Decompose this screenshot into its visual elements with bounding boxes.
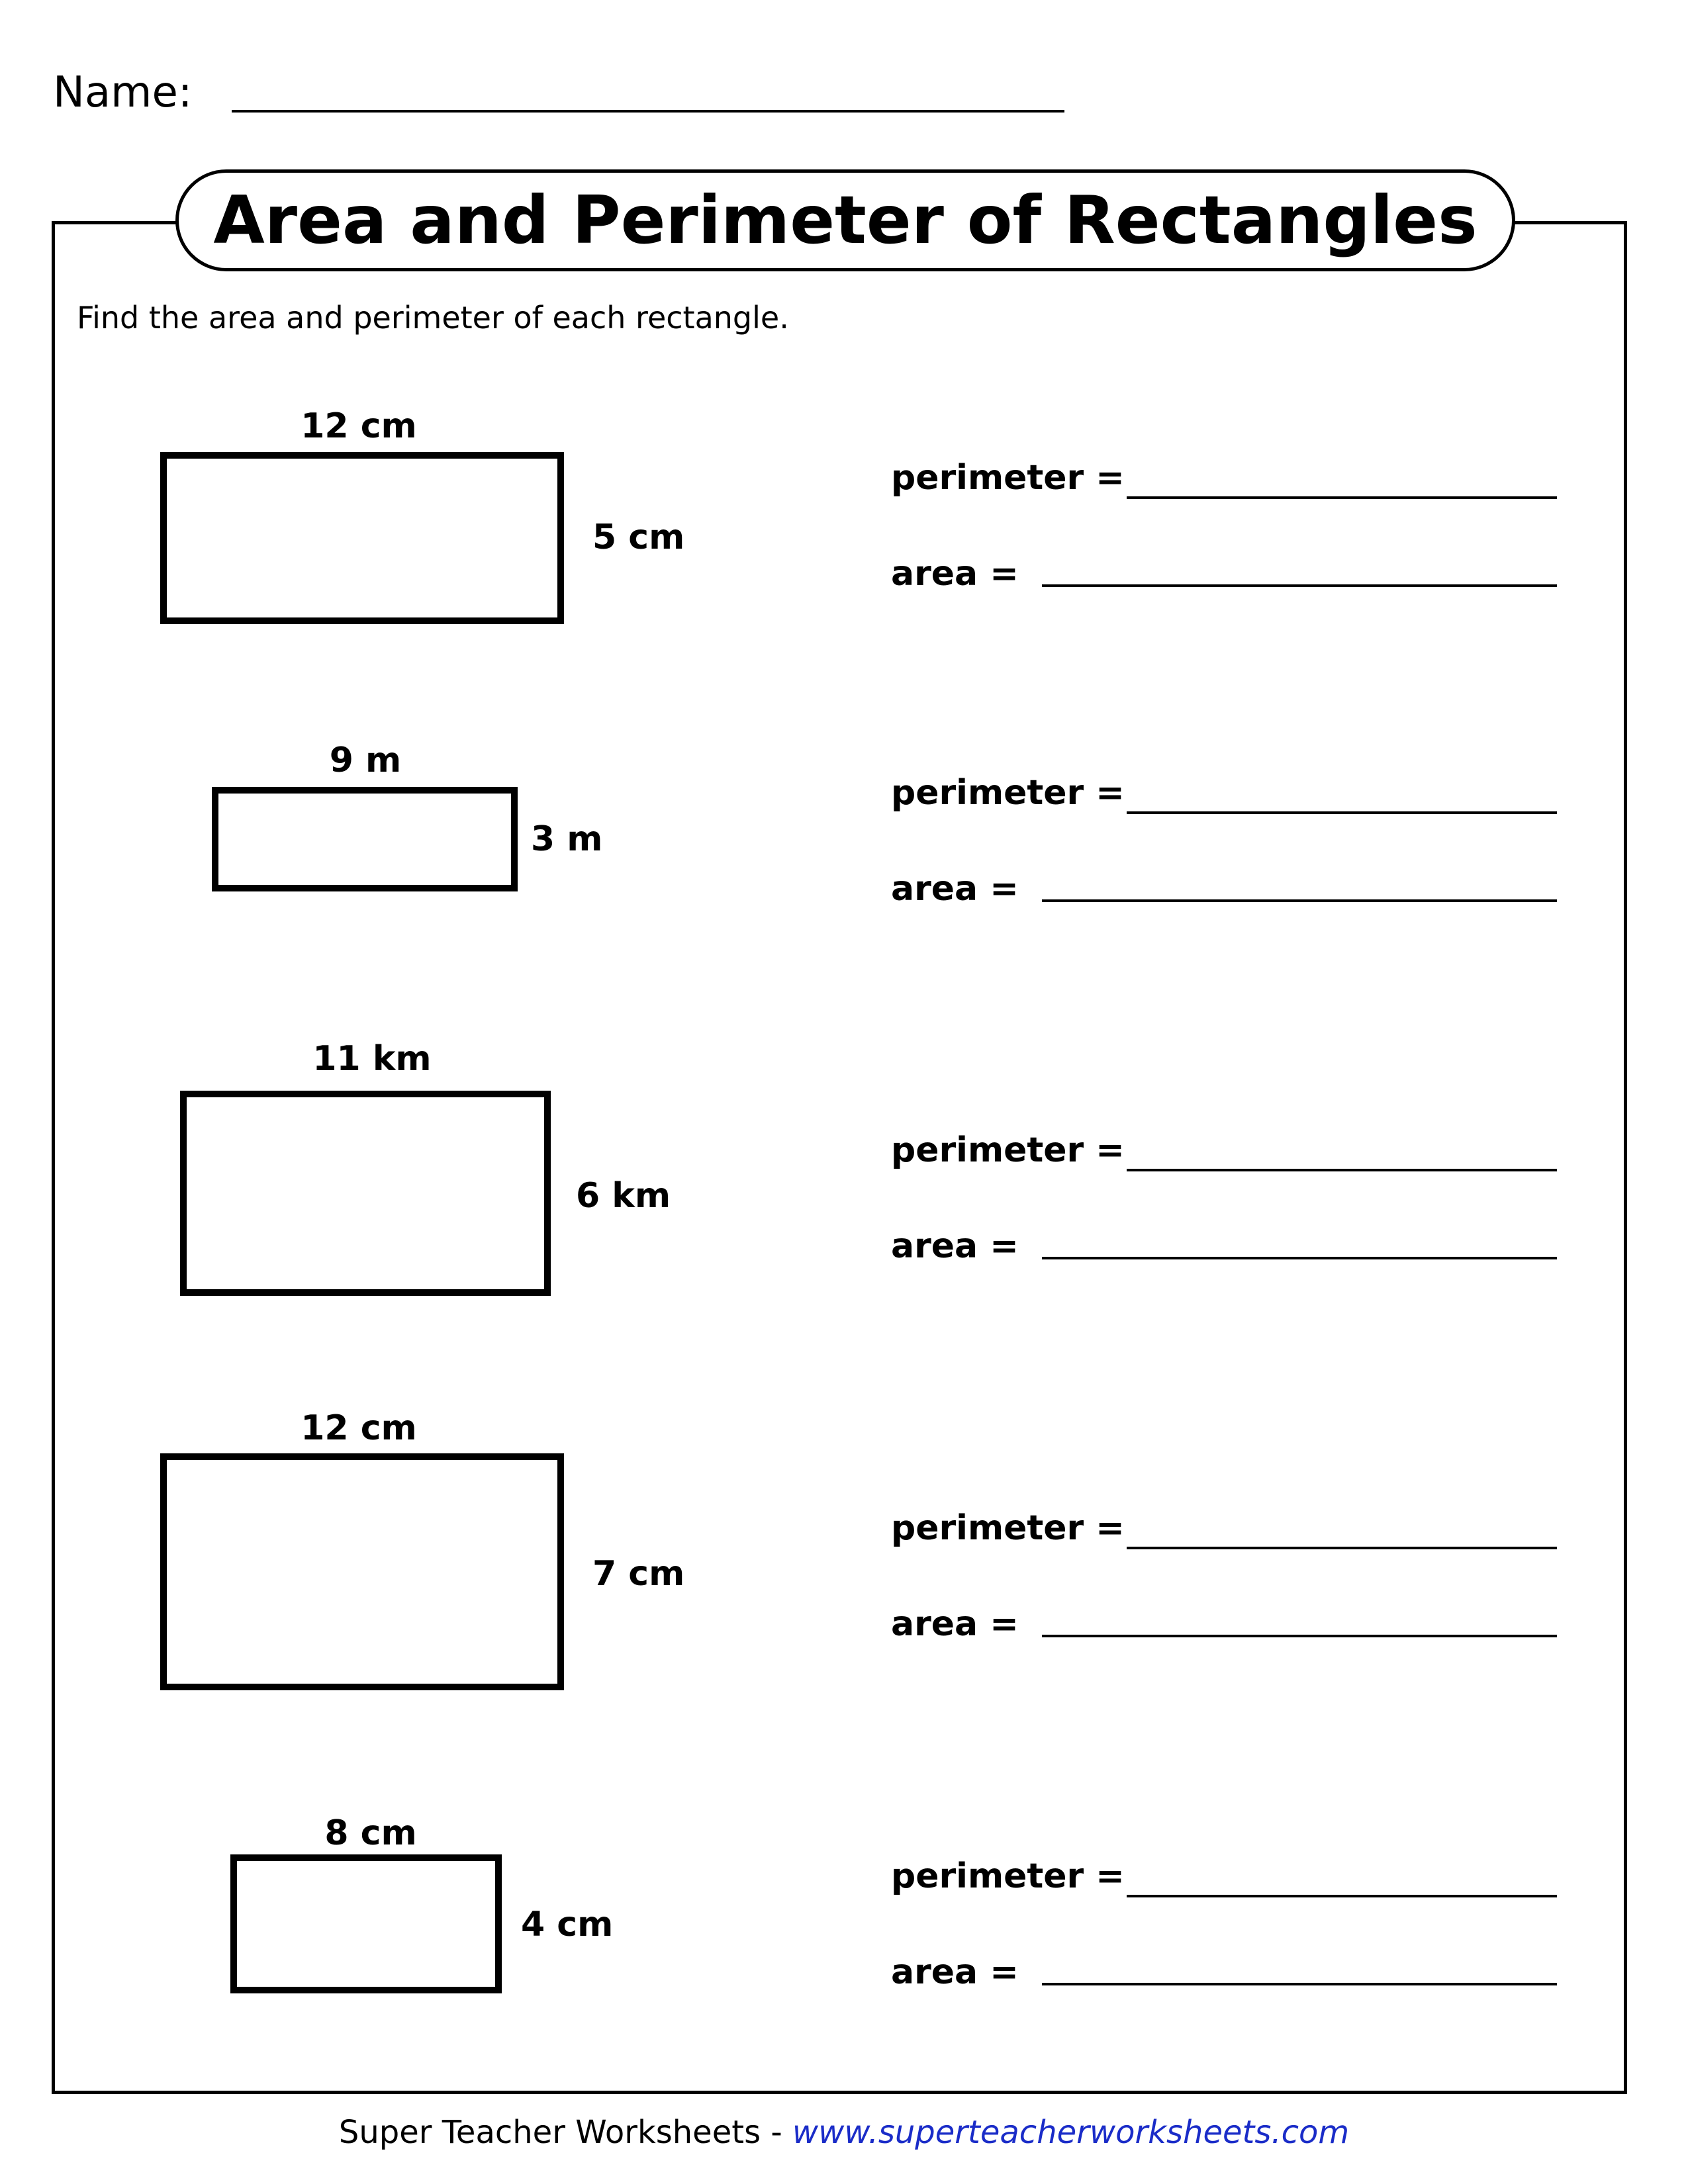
rectangle-width-label: 12 cm [301, 1408, 417, 1448]
title-banner [175, 169, 1515, 271]
rectangle-width-label: 8 cm [324, 1813, 417, 1853]
page-title: Area and Perimeter of Rectangles [213, 181, 1477, 259]
area-answer-line[interactable] [1042, 1257, 1557, 1259]
name-label: Name: [53, 68, 193, 117]
rectangle-height-label: 6 km [576, 1176, 671, 1216]
perimeter-answer-line[interactable] [1127, 1169, 1557, 1171]
rectangle-width-label: 9 m [329, 741, 402, 780]
rectangle-width-label: 12 cm [301, 406, 417, 446]
perimeter-answer-line[interactable] [1127, 1547, 1557, 1549]
name-input-line[interactable] [232, 110, 1064, 113]
area-answer-line[interactable] [1042, 1635, 1557, 1637]
instructions: Find the area and perimeter of each rectangle. [77, 300, 789, 336]
perimeter-label: perimeter = [891, 1856, 1125, 1896]
area-answer-line[interactable] [1042, 1983, 1557, 1985]
area-label: area = [891, 869, 1019, 909]
rectangle-height-label: 5 cm [592, 518, 685, 557]
area-answer-line[interactable] [1042, 584, 1557, 587]
footer-link[interactable]: www.superteacherworksheets.com [792, 2114, 1350, 2151]
footer-brand: Super Teacher Worksheets - [338, 2114, 792, 2151]
area-label: area = [891, 1226, 1019, 1266]
footer [0, 2111, 1688, 2154]
area-answer-line[interactable] [1042, 899, 1557, 902]
rectangle-shape [180, 1091, 551, 1296]
area-label: area = [891, 1952, 1019, 1992]
perimeter-label: perimeter = [891, 1130, 1125, 1170]
perimeter-label: perimeter = [891, 773, 1125, 813]
perimeter-label: perimeter = [891, 1508, 1125, 1548]
rectangle-shape [160, 452, 564, 624]
rectangle-shape [230, 1854, 502, 1993]
area-label: area = [891, 1604, 1019, 1644]
perimeter-answer-line[interactable] [1127, 496, 1557, 499]
rectangle-shape [212, 787, 518, 891]
rectangle-shape [160, 1453, 564, 1690]
perimeter-label: perimeter = [891, 458, 1125, 498]
rectangle-height-label: 7 cm [592, 1554, 685, 1594]
rectangle-height-label: 4 cm [521, 1905, 614, 1944]
rectangle-height-label: 3 m [531, 819, 603, 859]
area-label: area = [891, 554, 1019, 594]
rectangle-width-label: 11 km [312, 1039, 432, 1079]
perimeter-answer-line[interactable] [1127, 1895, 1557, 1897]
perimeter-answer-line[interactable] [1127, 811, 1557, 814]
